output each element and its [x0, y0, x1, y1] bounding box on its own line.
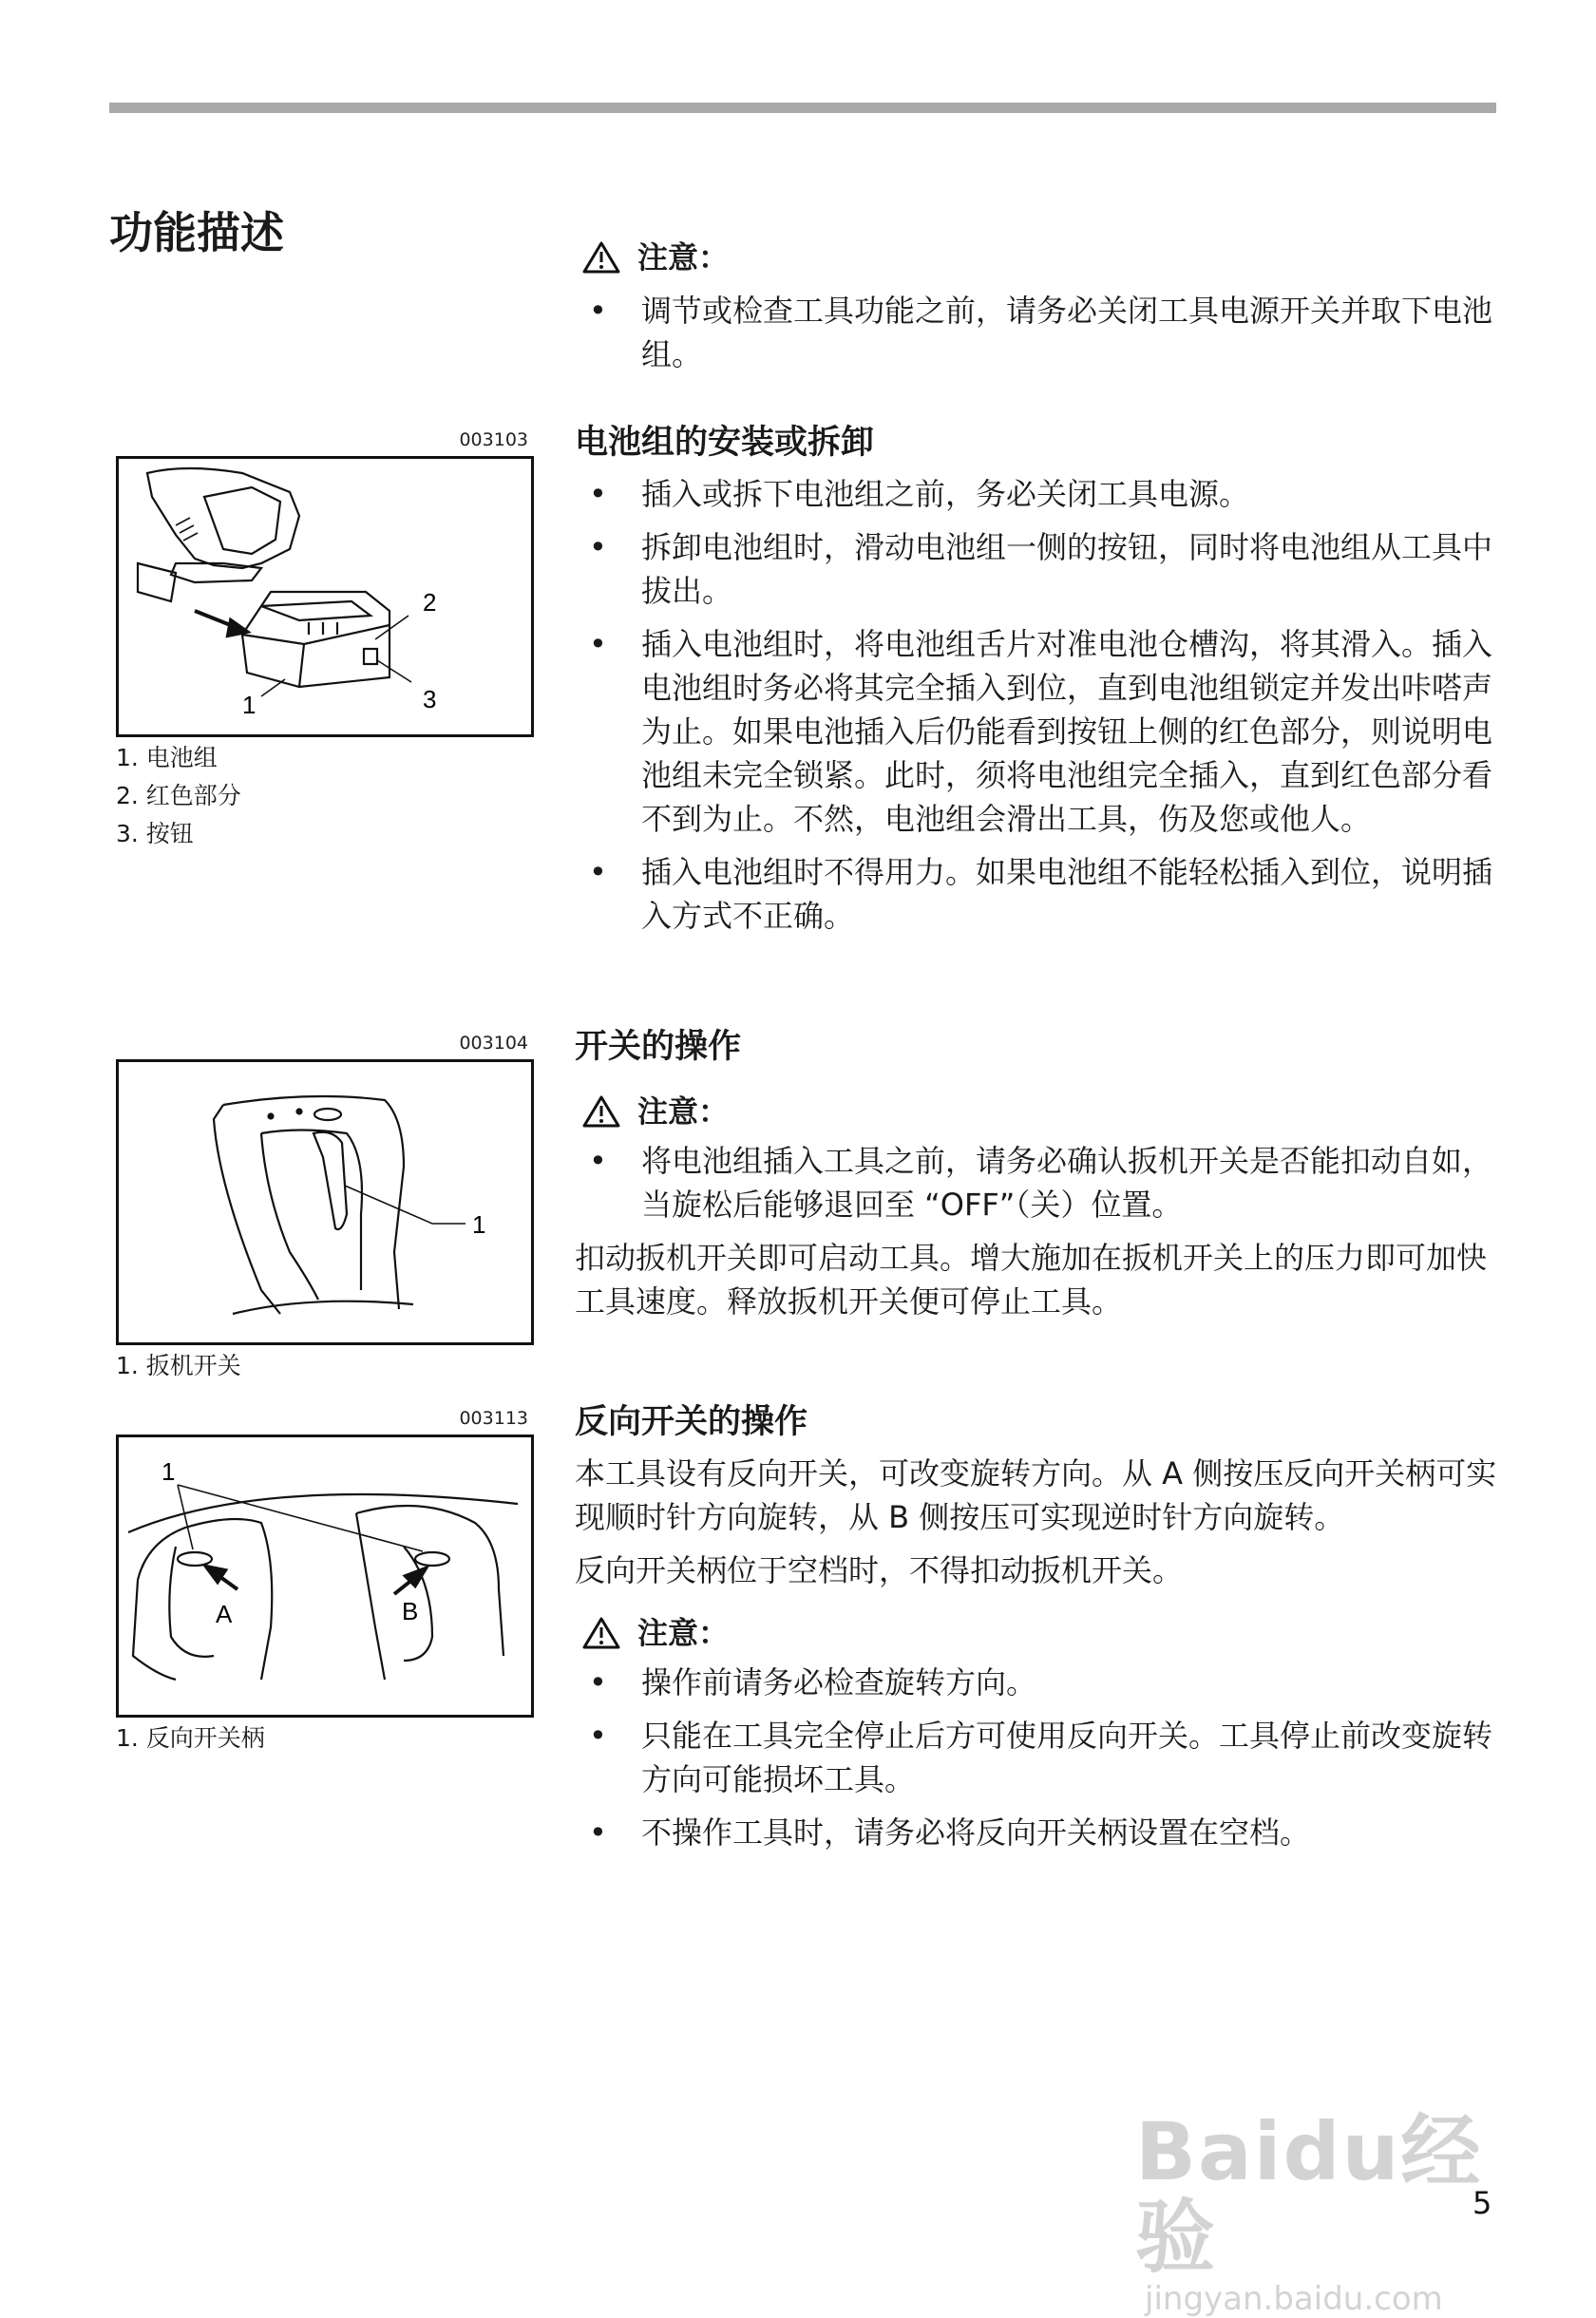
list-item: • 拆卸电池组时，滑动电池组一侧的按钮，同时将电池组从工具中拔出。	[575, 525, 1498, 613]
list-item: • 插入或拆下电池组之前，务必关闭工具电源。	[575, 472, 1498, 516]
battery-label-3: 3	[423, 685, 437, 713]
page-number: 5	[1472, 2185, 1492, 2221]
caution-label: 注意：	[637, 239, 730, 276]
list-item: • 将电池组插入工具之前，请务必确认扳机开关是否能扣动自如，当旋松后能够退回至 “OFF”（关）位置。	[575, 1139, 1498, 1226]
reverse-captions	[116, 1720, 265, 1758]
warning-triangle-icon	[582, 240, 620, 275]
warning-triangle-icon	[582, 1094, 620, 1129]
watermark-site: jingyan.baidu.com	[1145, 2280, 1443, 2318]
figure-switch	[116, 1059, 534, 1345]
caution-heading	[575, 1611, 1498, 1655]
battery-illustration	[119, 459, 531, 734]
intro-caution-block	[575, 236, 1498, 386]
reverse-section	[575, 1398, 1498, 1864]
switch-label-1: 1	[472, 1210, 486, 1239]
section-heading-switch: 开关的操作	[575, 1028, 742, 1066]
caption-item: 3. 按钮	[116, 820, 194, 847]
reverse-label-B: B	[402, 1597, 419, 1625]
battery-captions	[116, 739, 241, 853]
figure-reverse	[116, 1434, 534, 1718]
caution-label: 注意：	[637, 1093, 730, 1130]
reverse-switch-illustration	[119, 1437, 531, 1715]
list-item: • 调节或检查工具功能之前，请务必关闭工具电源开关并取下电池组。	[575, 289, 1498, 376]
reverse-label-1: 1	[162, 1457, 176, 1486]
figure-code-reverse: 003113	[459, 1408, 528, 1429]
caption-item: 2. 红色部分	[116, 782, 241, 809]
figure-battery	[116, 456, 534, 737]
list-item: • 插入电池组时，将电池组舌片对准电池仓槽沟，将其滑入。插入电池组时务必将其完全插入到位，直到电池组锁定并发出咔嗒声为止。如果电池插入后仍能看到按钮上侧的红色部分，则说明电池组未完全锁紧。此时，须将电池组完全插入，直到红色部分看不到为止。不然，电池组会滑出工具，伤及您或他人。	[575, 622, 1498, 841]
switch-captions	[116, 1347, 241, 1385]
reverse-label-A: A	[216, 1600, 233, 1628]
list-item: • 插入电池组时不得用力。如果电池组不能轻松插入到位，说明插入方式不正确。	[575, 850, 1498, 938]
paragraph: 本工具设有反向开关，可改变旋转方向。从 A 侧按压反向开关柄可实现顺时针方向旋转，从 B 侧按压可实现逆时针方向旋转。	[575, 1455, 1497, 1535]
battery-label-2: 2	[423, 588, 437, 617]
caption-item: 1. 电池组	[116, 744, 218, 771]
caution-label: 注意：	[637, 1615, 730, 1651]
switch-section	[575, 1023, 1498, 1333]
figure-code-battery: 003103	[459, 429, 528, 450]
warning-triangle-icon	[582, 1616, 620, 1650]
list-item: • 只能在工具完全停止后方可使用反向开关。工具停止前改变旋转方向可能损坏工具。	[575, 1714, 1498, 1801]
paragraph: 扣动扳机开关即可启动工具。增大施加在扳机开关上的压力即可加快工具速度。释放扳机开关便可停止工具。	[575, 1240, 1488, 1320]
caption-item: 1. 扳机开关	[116, 1352, 241, 1379]
trigger-switch-illustration	[119, 1062, 531, 1342]
list-item: • 操作前请务必检查旋转方向。	[575, 1661, 1498, 1704]
figure-code-switch: 003104	[459, 1033, 528, 1054]
paragraph: 反向开关柄位于空档时，不得扣动扳机开关。	[575, 1552, 1184, 1588]
battery-section	[575, 419, 1498, 947]
section-heading-battery: 电池组的安装或拆卸	[575, 424, 875, 462]
caution-heading	[575, 1090, 1498, 1133]
header-rule	[109, 103, 1496, 113]
section-heading-reverse: 反向开关的操作	[575, 1403, 808, 1441]
caution-heading	[575, 236, 1498, 279]
page-title: 功能描述	[109, 207, 284, 258]
caption-item: 1. 反向开关柄	[116, 1724, 265, 1752]
baidu-watermark	[1135, 2105, 1487, 2318]
watermark-logo: Baidu经验	[1135, 2105, 1483, 2284]
battery-label-1: 1	[242, 691, 256, 719]
list-item: • 不操作工具时，请务必将反向开关柄设置在空档。	[575, 1811, 1498, 1854]
